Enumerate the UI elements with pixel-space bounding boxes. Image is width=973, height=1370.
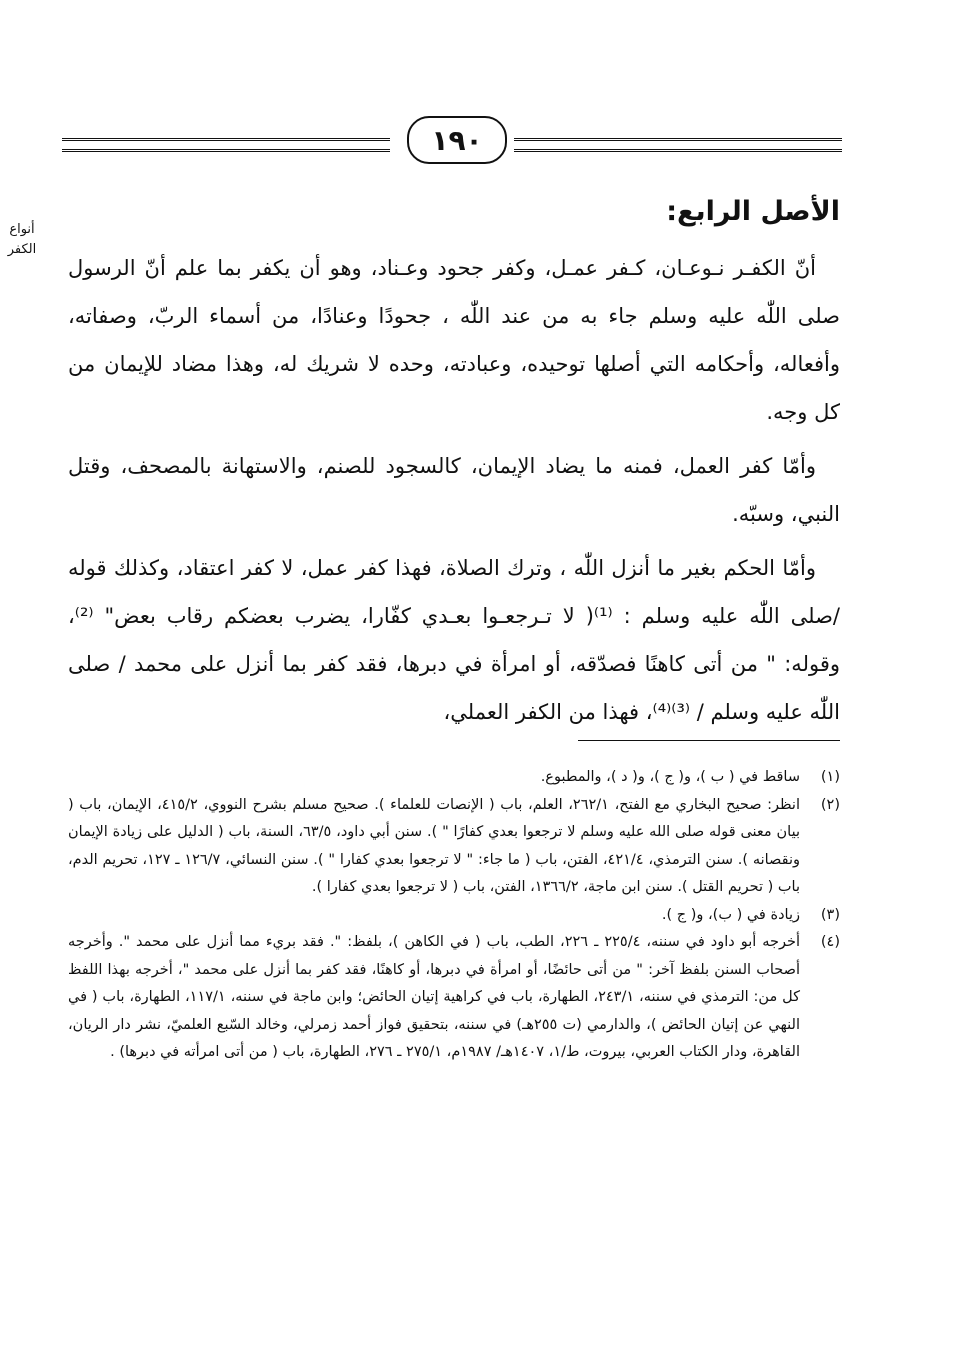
section-title: الأصل الرابع: [666,196,840,227]
footnote-text: زيادة في ( ب)، و( ج ). [661,906,800,923]
page-number: ١٩٠ [407,116,507,164]
header-rule-left [62,138,390,152]
footnote-number: (١) [820,769,840,785]
header-rule-right [514,138,842,152]
footnote-text: انظر: صحيح البخاري مع الفتح، ٢٦٢/١، العلم، باب ( الإنصات للعلماء ). صحيح مسلم بشرح النووي، ٤١٥/٢، الإيمان، باب ( بيان معنى قوله صلى الله عليه وسلم لا ترجعوا بعدي كفارًا " ). سنن أبي داود، ٦٣/٥، السنة، باب ( الدليل على زيادة الإيمان ونقصانه ). سنن الترمذي، ٤٢١/٤، الفتن، باب ( ما جاء: " لا ترجعوا بعدي كفارا " ). سنن النسائي، ١٢٦/٧ ـ ١٢٧، تحريم الدم، باب ( تحريم القتل ). سنن ابن ماجة، ١٣٦٦/٢، الفتن، باب ( لا ترجعوا بعدي كفارا ). [68,796,801,895]
footnote-number: (٤) [820,934,840,950]
paragraph-3: وأمّا الحكم بغير ما أنزل اللّٰه ، وترك الصلاة، فهذا كفر عمل، لا كفر اعتقاد، وكذلك قوله /صلى اللّٰه عليه وسلم : ⁽¹⁾( لا تـرجعـوا بعـدي كفّارا، يضرب بعضكم رقاب بعض" ⁽²⁾، وقوله: " من أتى كاهنًا فصدّقه، أو امرأة في دبرها، فقد كفر بما أنزل على محمد / صلى اللّٰه عليه وسلم / ⁽³⁾⁽⁴⁾، فهذا من الكفر العملي، [68,556,840,724]
main-text [68,190,840,742]
page-header [62,112,842,172]
footnote-3 [68,902,840,930]
footnote-divider [578,740,840,741]
footnotes [68,764,840,1067]
paragraph-2: وأمّا كفر العمل، فمنه ما يضاد الإيمان، كالسجود للصنم، والاستهانة بالمصحف، وقتل النبي، وسبّه. [68,454,840,526]
margin-note: أنواع الكفر [7,222,37,257]
footnote-text: ساقط في ( ب )، و( ج )، و( د )، والمطبوع. [540,769,800,785]
footnote-text: أخرجه أبو داود في سننه، ٢٢٥/٤ ـ ٢٢٦، الطب، باب ( في الكاهن )، بلفظ: ". فقد بريء مما أنزل على محمد ". وأخرجه أصحاب السنن بلفظ آخر: " من أتى حائضًا، أو امرأة في دبرها، أو كاهنًا، فقد كفر بما أنزل على محمد "، أخرجه بهذا اللفظ كل من: الترمذي في سننه، ٢٤٣/١، الطهارة، باب في كراهية إتيان الحائض؛ وابن ماجة في سننه، ١١٧/١، الطهارة، باب ( في النهي عن إتيان الحائض )، والدارمي (ت ٢٥٥هـ) في سننه، بتحقيق فواز أحمد زمرلي، وخالد السّبع العلميّ، نشر دار الريان، القاهرة، ودار الكتاب العربي، بيروت، ط/١، ١٤٠٧هـ/ ١٩٨٧م، ٢٧٥/١ ـ ٢٧٦، الطهارة، باب ( من أتى امرأته في دبرها) . [68,934,801,1060]
footnote-1 [68,764,840,792]
footnote-4 [68,929,840,1067]
footnote-number: (٣) [820,906,840,923]
footnote-number: (٢) [820,796,840,813]
footnote-2 [68,792,840,902]
paragraph-1: أنّ الكفـر نـوعـان، كـفر عمـل، وكفر جحود وعـناد، وهو أن يكفر بما علم أنّ الرسول صلى اللّٰه عليه وسلم جاء به من عند اللّٰه ، جحودًا وعنادًا، من أسماء الربّ، وصفاته، وأفعاله، وأحكامه التي أصلها توحيده، وعبادته، وحده لا شريك له، وهذا مضاد للإيمان من كل وجه. [68,256,840,424]
